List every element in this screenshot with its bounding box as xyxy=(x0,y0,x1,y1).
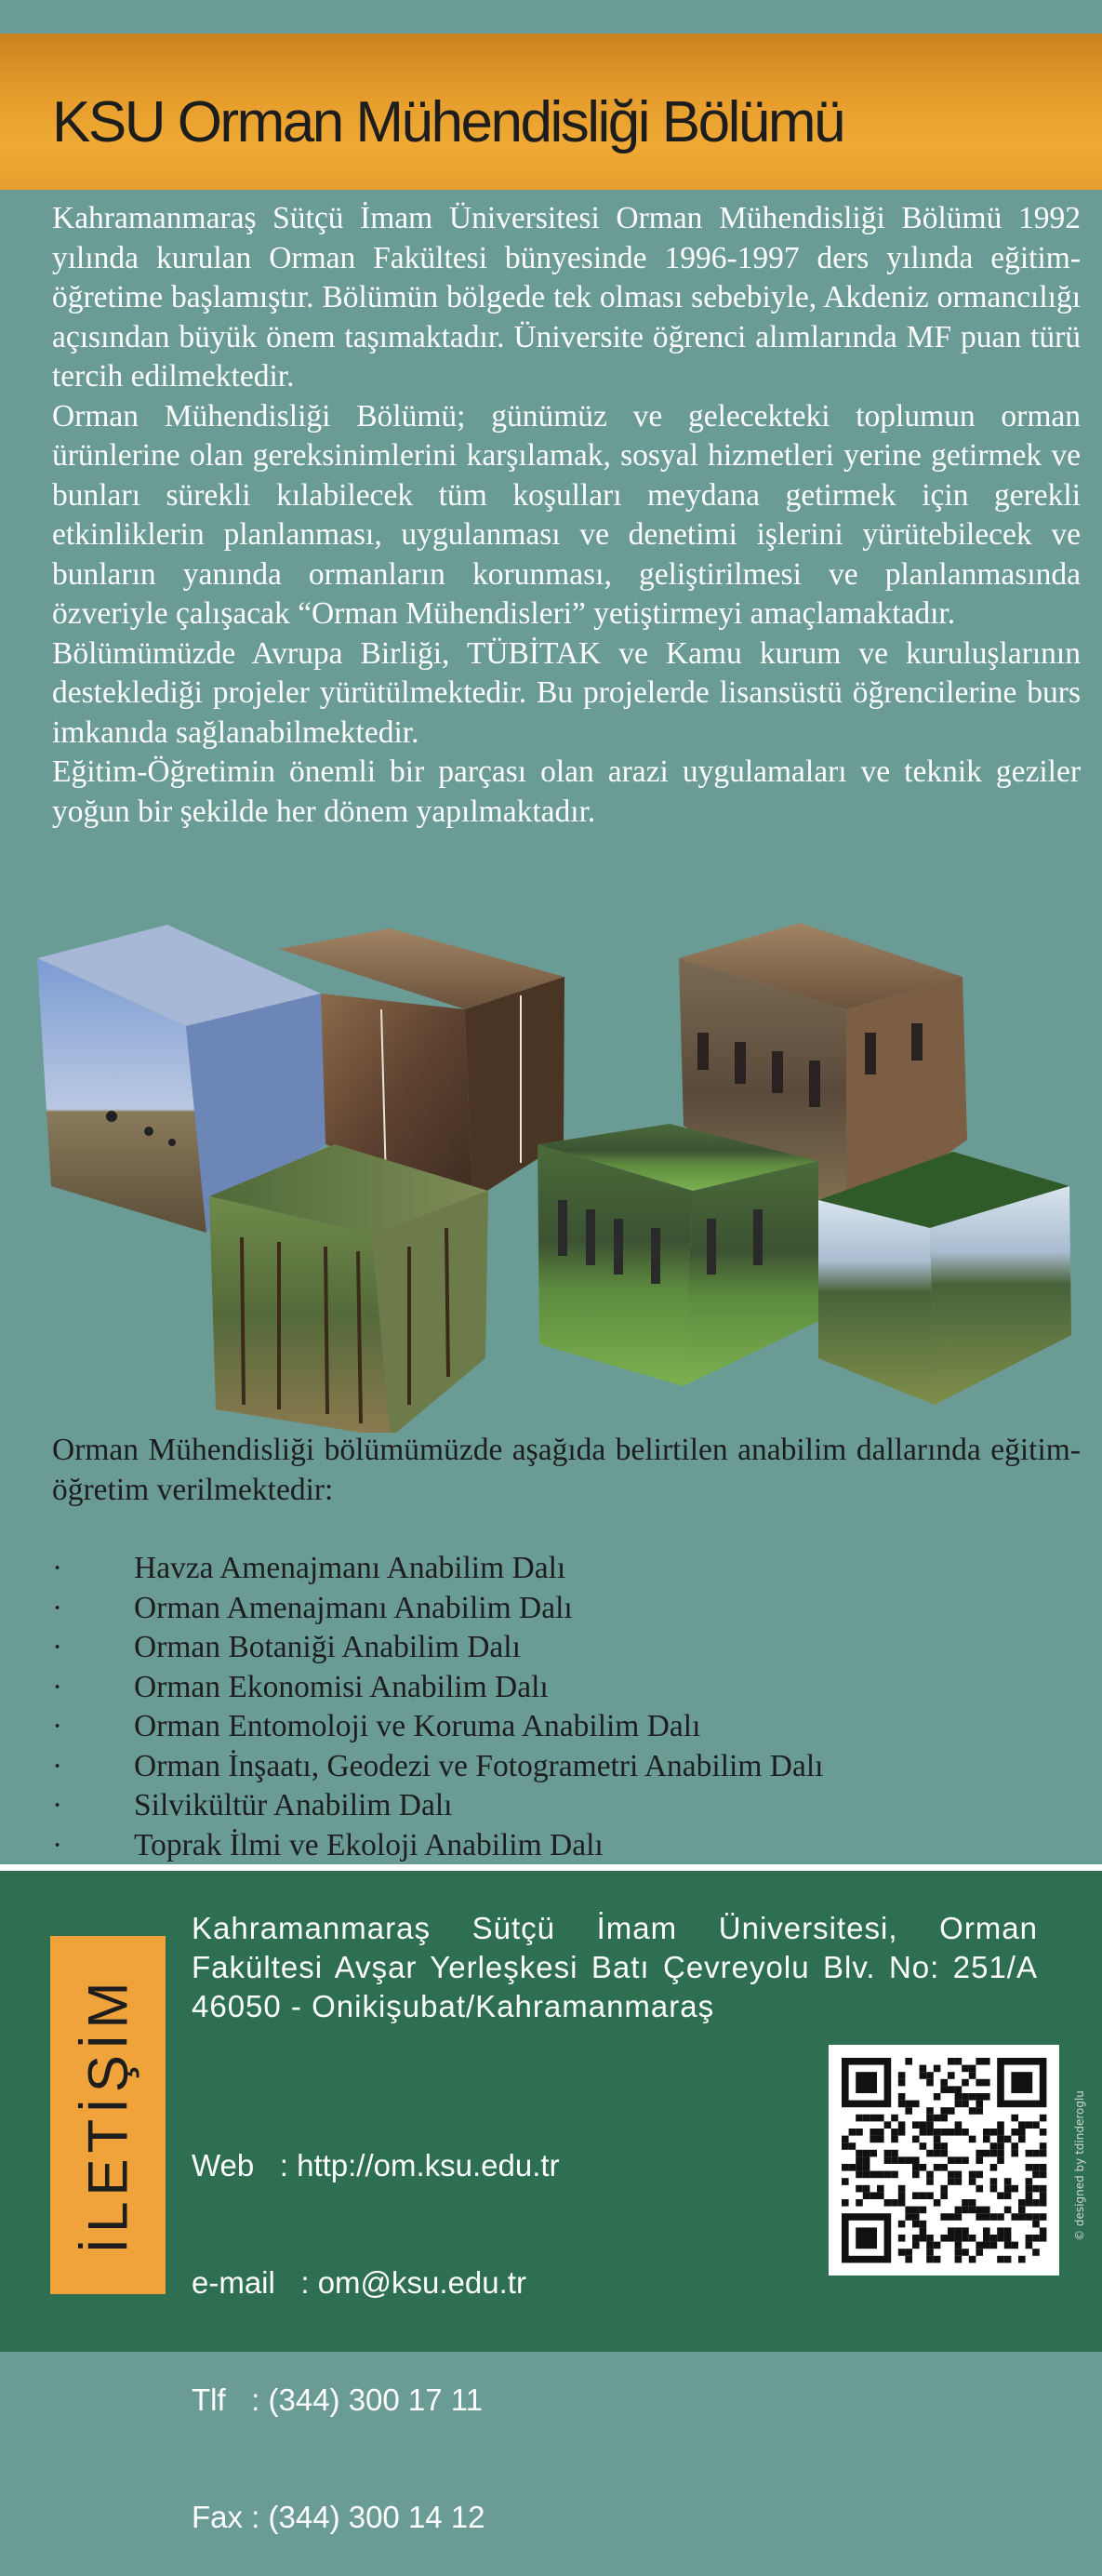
bullet: · xyxy=(52,1748,63,1783)
department-label: Orman Entomoloji ve Koruma Anabilim Dalı xyxy=(134,1709,701,1743)
list-item xyxy=(52,1628,1081,1668)
credit-text: © designed by tdinderoglu xyxy=(1073,2090,1086,2241)
department-label: Havza Amenajmanı Anabilim Dalı xyxy=(134,1551,566,1585)
photo-cube xyxy=(209,1144,488,1433)
fax-number: Fax : (344) 300 14 12 xyxy=(192,2500,485,2534)
department-label: Orman Ekonomisi Anabilim Dalı xyxy=(134,1669,549,1704)
bullet: · xyxy=(52,1590,63,1625)
bullet: · xyxy=(52,1669,63,1704)
department-label: Silvikültür Anabilim Dalı xyxy=(134,1788,453,1822)
list-item xyxy=(52,1786,1081,1826)
photo-cubes-illustration xyxy=(0,921,1102,1433)
contact-tab xyxy=(50,1936,166,2294)
bullet: · xyxy=(52,1630,63,1664)
email-link[interactable]: e-mail : om@ksu.edu.tr xyxy=(192,2265,526,2300)
department-label: Orman Botaniği Anabilim Dalı xyxy=(134,1630,521,1664)
list-item xyxy=(52,1668,1081,1708)
top-strip xyxy=(0,0,1102,33)
departments-intro: Orman Mühendisliği bölümümüzde aşağıda belirtilen anabilim dallarında eğitim-öğretim verilmektedir: xyxy=(52,1433,1081,1507)
qr-code-icon xyxy=(829,2045,1059,2276)
list-item xyxy=(52,1707,1081,1747)
list-item xyxy=(52,1549,1081,1589)
photo-cube xyxy=(818,1152,1071,1405)
list-item xyxy=(52,1589,1081,1629)
website-link[interactable]: Web : http://om.ksu.edu.tr xyxy=(192,2148,560,2182)
designer-credit xyxy=(1069,2063,1091,2268)
department-label: Orman Amenajmanı Anabilim Dalı xyxy=(134,1590,573,1625)
address-text: Kahramanmaraş Sütçü İmam Üniversitesi, Orman Fakültesi Avşar Yerleşkesi Batı Çevreyolu Blv. No: 251/A 46050 - Onikişubat/Kahramanmaraş xyxy=(192,1911,1038,2023)
bullet: · xyxy=(52,1709,63,1743)
departments-list xyxy=(52,1549,1081,1865)
list-item xyxy=(52,1826,1081,1866)
page-title: KSU Orman Mühendisliği Bölümü xyxy=(52,90,843,154)
bullet: · xyxy=(52,1551,63,1585)
contact-details xyxy=(192,2068,560,2576)
bullet: · xyxy=(52,1788,63,1822)
header-banner xyxy=(0,33,1102,190)
intro-paragraph: Kahramanmaraş Sütçü İmam Üniversitesi Orman Mühendisliği Bölümü 1992 yılında kurulan Orman Fakültesi bünyesinde 1996-1997 ders yılında eğitim-öğretime başlamıştır. Bölümün bölgede tek olması sebebiyle, Akdeniz ormancılığı açısından büyük önem taşımaktadır. Üniversite öğrenci alımlarında MF puan türü tercih edilmektedir. xyxy=(52,201,1081,394)
intro-paragraph: Eğitim-Öğretimin önemli bir parçası olan arazi uygulamaları ve teknik geziler yoğun bir şekilde her dönem yapılmaktadır. xyxy=(52,754,1081,829)
photo-cube xyxy=(538,1124,818,1386)
list-item xyxy=(52,1747,1081,1787)
intro-text xyxy=(52,199,1081,832)
divider xyxy=(0,1864,1102,1871)
intro-paragraph: Bölümümüzde Avrupa Birliği, TÜBİTAK ve Kamu kurum ve kuruluşlarının desteklediği projeler yürütülmektedir. Bu projelerde lisansüstü öğrencilerine burs imkanıda sağlanabilmektedir. xyxy=(52,635,1081,750)
contact-tab-label: İLETİŞİM xyxy=(76,1976,139,2254)
department-label: Toprak İlmi ve Ekoloji Anabilim Dalı xyxy=(134,1827,604,1862)
bullet: · xyxy=(52,1827,63,1862)
department-label: Orman İnşaatı, Geodezi ve Fotogrametri Anabilim Dalı xyxy=(134,1748,824,1783)
qr-code-graphic xyxy=(829,2045,1059,2276)
phone-number: Tlf : (344) 300 17 11 xyxy=(192,2382,484,2417)
intro-paragraph: Orman Mühendisliği Bölümü; günümüz ve gelecekteki toplumun orman ürünlerine olan gereksinimlerini karşılamak, sosyal hizmetleri yerine getirmek ve bunları sürekli kılabilecek tüm koşulları meydana getirmek için gerekli etkinliklerin planlanması, uygulanması ve denetimi işlerini yürütebilecek ve bunların yanında ormanların korunması, geliştirilmesi ve planlanmasında özveriyle çalışacak “Orman Mühendisleri” yetiştirmeyi amaçlamaktadır. xyxy=(52,398,1081,631)
